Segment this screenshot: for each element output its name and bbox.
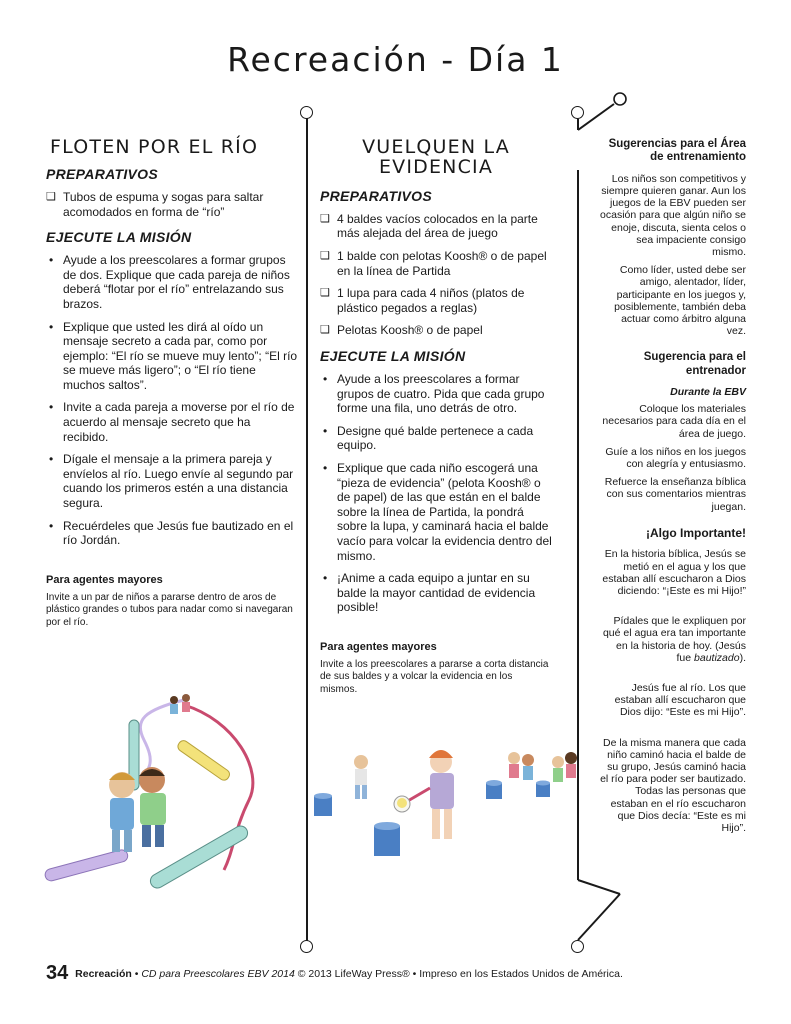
- activity-title: FLOTEN POR EL RÍO: [50, 136, 259, 158]
- important-paragraph-question: [600, 615, 746, 664]
- training-tip-paragraph: Como líder, usted debe ser amigo, alentador, líder, participante en los juegos y, posiblemente, también deba actuar como árbitro alguna vez.: [614, 264, 746, 338]
- mission-list: [320, 372, 552, 615]
- important-paragraph: Jesús fue al río. Los que estaban allí escucharon que Dios dijo: “Este es mi Hijo”.: [614, 681, 746, 719]
- list-item: • Invite a cada pareja a moverse por el río de acuerdo al mensaje secreto que ha recibido.: [46, 400, 298, 444]
- sidebar-tips: [600, 138, 746, 840]
- river-play-illustration: [34, 680, 294, 930]
- list-item: • Explique que usted les dirá al oído un mensaje secreto a cada par, como por ejemplo: “El río se mueve muy lento”; “El río se mueve más ligero”; o “El río tiene muchos saltos”.: [46, 320, 298, 393]
- checklist-item: ❑ 1 balde con pelotas Koosh® o de papel en la línea de Partida: [320, 249, 552, 278]
- preparations-heading: PREPARATIVOS: [320, 187, 432, 204]
- activity-vuelquen-column: [320, 138, 552, 696]
- important-paragraph: De la misma manera que cada niño caminó hacia el balde de su grupo, Jesús caminó hacia el río para poder ser bautizado. Todas las personas que estaban en el río escucharon que Dios decía: “Este es mi Hijo”.: [600, 736, 746, 834]
- older-agents-heading: Para agentes mayores: [46, 573, 163, 586]
- important-heading: ¡Algo Importante!: [646, 525, 746, 540]
- older-agents-heading: Para agentes mayores: [320, 640, 437, 653]
- footer-separator: •: [131, 968, 142, 980]
- preparations-heading: PREPARATIVOS: [46, 165, 158, 182]
- checklist-item: ❑ 1 lupa para cada 4 niños (platos de plástico pegados a reglas): [320, 286, 552, 315]
- list-item: • Recuérdeles que Jesús fue bautizado en el río Jordán.: [46, 519, 298, 548]
- important-emphasis: bautizado: [694, 651, 740, 664]
- footer-copyright: © 2013 LifeWay Press® • Impreso en los Estados Unidos de América.: [294, 968, 623, 980]
- training-tips-heading: Sugerencias para el Área de entrenamiento: [608, 138, 746, 164]
- page-footer: [46, 962, 623, 985]
- important-text: Pídales que le expliquen por qué el agua era tan importante en la historia de hoy. (Jesús fue: [602, 615, 746, 664]
- mission-heading: EJECUTE LA MISIÓN: [46, 229, 192, 246]
- list-item: • Dígale el mensaje a la primera pareja y envíelos al río. Luego envíe al segundo par cuando los primeros estén a una distancia segura.: [46, 452, 298, 510]
- list-item: • ¡Anime a cada equipo a juntar en su balde la mayor cantidad de evidencia posible!: [320, 571, 552, 615]
- important-paragraph: En la historia bíblica, Jesús se metió en el agua y los que estaban allí escucharon a Dios diciendo: “¡Este es mi Hijo!”: [602, 548, 746, 597]
- preparations-list: [320, 212, 552, 338]
- footer-publication: CD para Preescolares EBV 2014: [141, 968, 295, 980]
- list-item: • Explique que cada niño escogerá una “pieza de evidencia” (pelota Koosh® o de papel) de las que están en el balde sobre la línea de Partida, la pondrá sobre la lupa, y caminará hacia el balde vacío para volcar la evidencia dentro del mismo.: [320, 461, 552, 563]
- checklist-item: ❑ 4 baldes vacíos colocados en la parte más alejada del área de juego: [320, 212, 552, 241]
- preparations-list: [46, 190, 298, 219]
- footer-section: Recreación: [75, 968, 132, 980]
- page-number: 34: [46, 962, 69, 984]
- evidence-buckets-illustration: [306, 738, 586, 868]
- coach-tip-heading: Sugerencia para el entrenador: [643, 351, 746, 377]
- list-item: • Designe qué balde pertenece a cada equipo.: [320, 424, 552, 453]
- checklist-item: ❑ Tubos de espuma y sogas para saltar acomodados en forma de “río”: [46, 190, 298, 219]
- coach-tip-paragraph: Coloque los materiales necesarios para cada día en el área de juego.: [602, 403, 746, 440]
- mission-heading: EJECUTE LA MISIÓN: [320, 348, 466, 365]
- list-item: • Ayude a los preescolares a formar grupos de cuatro. Pida que cada grupo forme una fila, uno detrás de otro.: [320, 372, 552, 416]
- important-text: ).: [739, 651, 746, 664]
- older-agents-text: Invite a los preescolares a pararse a corta distancia de sus baldes y a volcar la evidencia en los mismos.: [320, 658, 549, 695]
- coach-tip-paragraph: Guíe a los niños en los juegos con alegría y entusiasmo.: [605, 445, 746, 471]
- page-title: Recreación - Día 1: [227, 40, 564, 79]
- checklist-item: ❑ Pelotas Koosh® o de papel: [320, 323, 552, 338]
- training-tip-paragraph: Los niños son competitivos y siempre quieren ganar. Aun los juegos de la EBV pueden ser ocasión para que algún niño se enoje, discuta, sienta celos o sea impaciente consigo mismo.: [600, 172, 746, 259]
- activity-floten-column: [46, 138, 298, 629]
- coach-tip-paragraph: Refuerce la enseñanza bíblica con sus comentarios mientras juegan.: [604, 476, 746, 513]
- list-item: • Ayude a los preescolares a formar grupos de dos. Explique que cada pareja de niños deberá “flotar por el río” entrelazando sus brazos.: [46, 253, 298, 311]
- activity-title: VUELQUEN LA EVIDENCIA: [362, 136, 510, 178]
- older-agents-text: Invite a un par de niños a pararse dentro de aros de plástico grandes o tubos para nadar como si navegaran por el río.: [46, 591, 293, 628]
- mission-list: [46, 253, 298, 548]
- coach-tip-subheading: Durante la EBV: [670, 386, 746, 399]
